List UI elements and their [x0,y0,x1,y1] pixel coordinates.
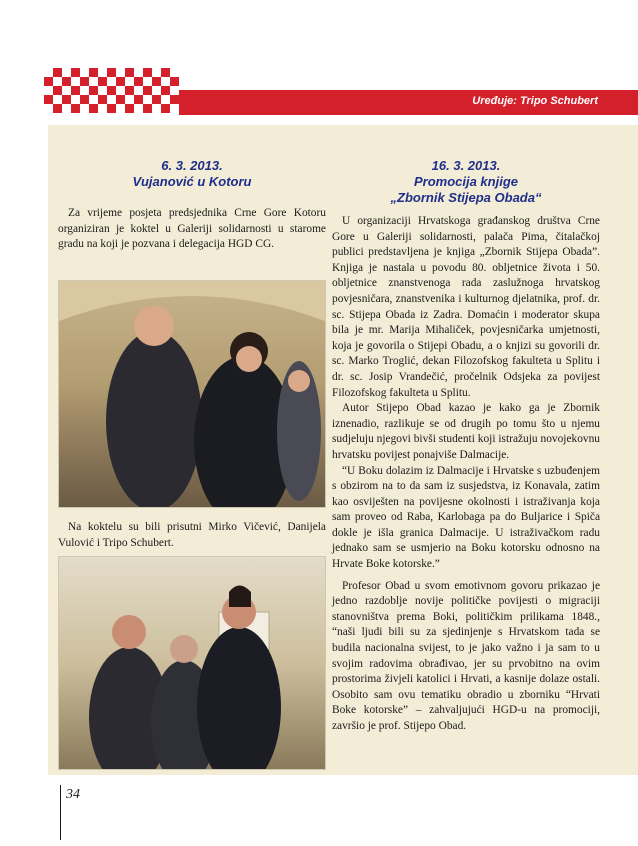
cocktail-photo-illustration [59,281,325,507]
left-article-date: 6. 3. 2013. [161,158,223,173]
right-article [332,157,600,735]
right-article-paragraph: U organizaciji Hrvatskoga građanskog društva Crne Gore u Galeriji solidarnosti, palača Pima, čitalačkoj publici predstavljena je knjiga „Zbornik Stijepa Obada”. Knjiga je nastala u povodu 80. obljetnice života i 50. obljetnice znanstvenoga rada zaslužnoga hrvatskog povjesničara, znanstvenika i kulturnog djelatnika, prof. dr. sc. Stijepa Obada iz Zadra. Domaćin i moderator skupa bila je mr. Marija Mihaliček, povjesničarka umjetnosti, koja je govorila o Stijepi Obadu, a o knjizi su govorili dr. sc. Marko Troglić, dekan Filozofskog fakulteta u Splitu i dr. sc. Josip Vrandečić, pročelnik Odsjeka za povijest Filozofskog fakulteta u Splitu. [332,215,600,399]
right-article-paragraph: Profesor Obad u svom emotivnom govoru prikazao je jedno razdoblje novije političke povijesti o migraciji stanovništva prema Boki, političkim prilikama 1848., “naši ljudi bili su za sjedinjenje s Hrvatskom tada se budila nacionalna svijest, to je jako važno i ja sam to u svojim radovima obrađivao, jer su prvobitno na ovim prostorima živjeli katolici i Hrvati, a kasnije dolaze ostali. Osobito sam ovu tematiku obradio u zborniku “Hrvati Boke kotorske” – zahvaljujući HGD-u na promociji, završio je prof. Stijepo Obad. [332,579,600,732]
right-article-headline-line2: „Zbornik Stijepa Obada“ [390,190,542,205]
right-article-headline-line1: Promocija knjige [413,174,519,189]
cocktail-photo [58,280,326,508]
page-number: 34 [66,787,80,802]
right-article-body [332,214,600,735]
left-caption-wrap [58,520,326,551]
page-number-rule [60,785,61,840]
left-article [58,157,326,253]
right-article-date: 16. 3. 2013. [431,158,501,173]
checkerboard-band [44,68,179,113]
left-article-caption: Na koktelu su bili prisutni Mirko Vičević, Danijela Vulović i Tripo Schubert. [58,521,326,549]
right-article-paragraph: “U Boku dolazim iz Dalmacije i Hrvatske s uzbuđenjem s obzirom na to da sam iz susjedstva, iz Konavala, zatim kao osviješten na povijesne okolnosti i istraživanja koja sam proveo od Raba, Karlobaga pa do Buljarice i Spiča dokle je išla granica Dalmacije. U istraživačkom radu jednako sam se usmjerio na Boku kotorsku odnosno na Hrvate Boke kotorske.” [332,464,600,571]
group-photo [58,556,326,770]
right-article-paragraph: Autor Stijepo Obad kazao je kako ga je Zbornik iznenadio, razlikuje se od drugih po tomu što u njemu sudjeluju njegovi bivši studenti koji istražuju novojekovnu hrvatsku povijest ponajviše Dalmacije. [332,402,600,461]
editor-credit: Uređuje: Tripo Schubert [472,95,598,107]
left-article-intro: Za vrijeme posjeta predsjednika Crne Gore Kotoru organiziran je koktel u Galeriji solidarnosti u starome gradu na koji je pozvana i delegacija HGD CG. [58,207,326,251]
group-photo-illustration [59,557,325,769]
left-article-headline: Vujanović u Kotoru [132,174,252,189]
